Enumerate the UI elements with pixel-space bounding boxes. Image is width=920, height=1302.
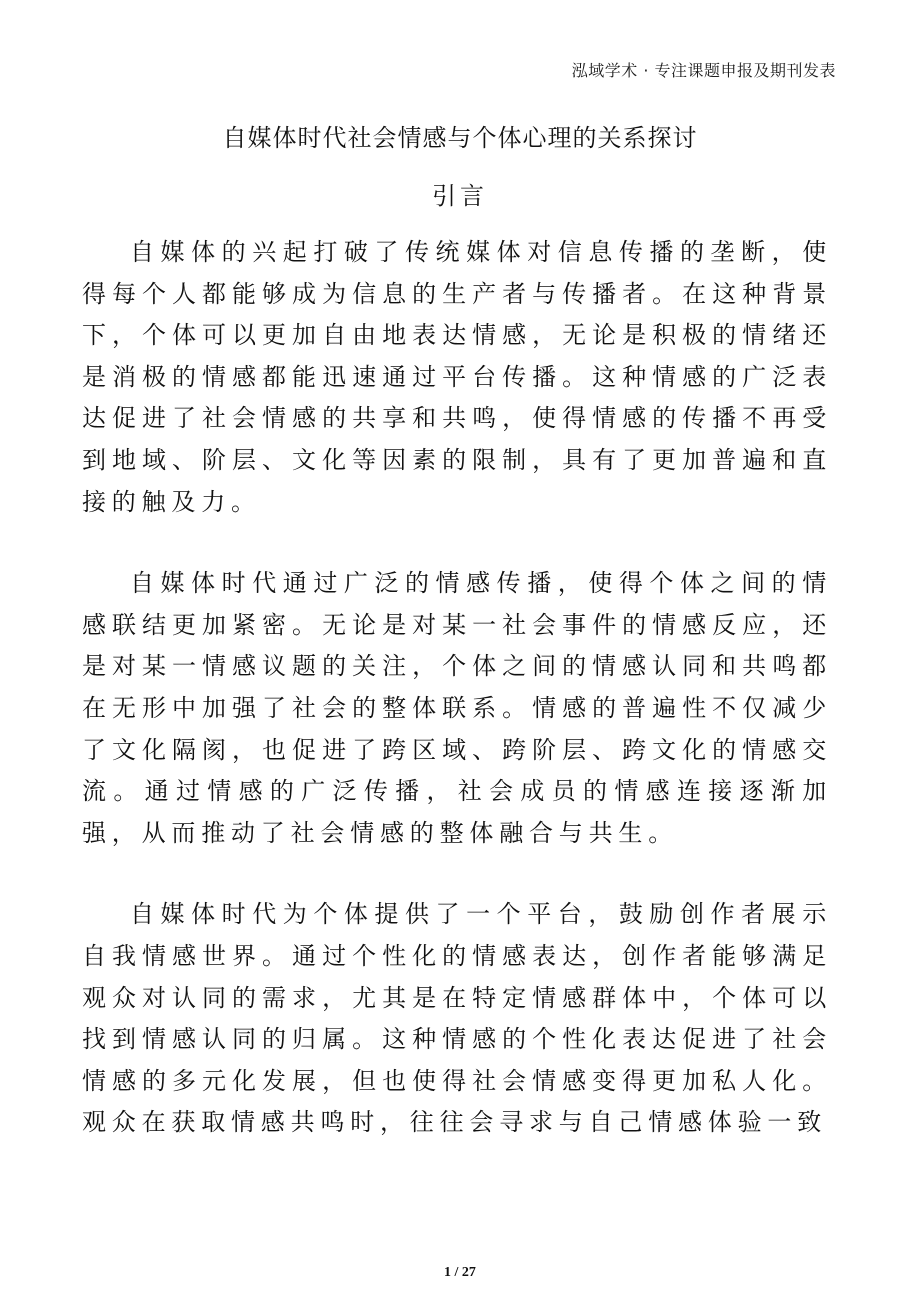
document-title: 自媒体时代社会情感与个体心理的关系探讨 [222, 124, 698, 152]
paragraph-2: 自媒体时代通过广泛的情感传播，使得个体之间的情感联结更加紧密。无论是对某一社会事件的情感反应，还是对某一情感议题的关注，个体之间的情感认同和共鸣都在无形中加强了社会的整体联系。情感的普遍性不仅减少了文化隔阂，也促进了跨区域、跨阶层、跨文化的情感交流。通过情感的广泛传播，社会成员的情感连接逐渐加强，从而推动了社会情感的整体融合与共生。 [82, 569, 832, 847]
page-number-indicator: 1 / 27 [444, 1265, 476, 1280]
document-body [82, 232, 832, 1184]
paragraph-3: 自媒体时代为个体提供了一个平台，鼓励创作者展示自我情感世界。通过个性化的情感表达，创作者能够满足观众对认同的需求，尤其是在特定情感群体中，个体可以找到情感认同的归属。这种情感的个性化表达促进了社会情感的多元化发展，但也使得社会情感变得更加私人化。观众在获取情感共鸣时，往往会寻求与自己情感体验一致 [82, 900, 832, 1137]
section-heading-introduction: 引言 [432, 182, 488, 210]
page-header-tagline: 泓域学术 · 专注课题申报及期刊发表 [571, 61, 836, 80]
paragraph-1: 自媒体的兴起打破了传统媒体对信息传播的垄断，使得每个人都能够成为信息的生产者与传播者。在这种背景下，个体可以更加自由地表达情感，无论是积极的情绪还是消极的情感都能迅速通过平台传播。这种情感的广泛表达促进了社会情感的共享和共鸣，使得情感的传播不再受到地域、阶层、文化等因素的限制，具有了更加普遍和直接的触及力。 [82, 238, 832, 516]
